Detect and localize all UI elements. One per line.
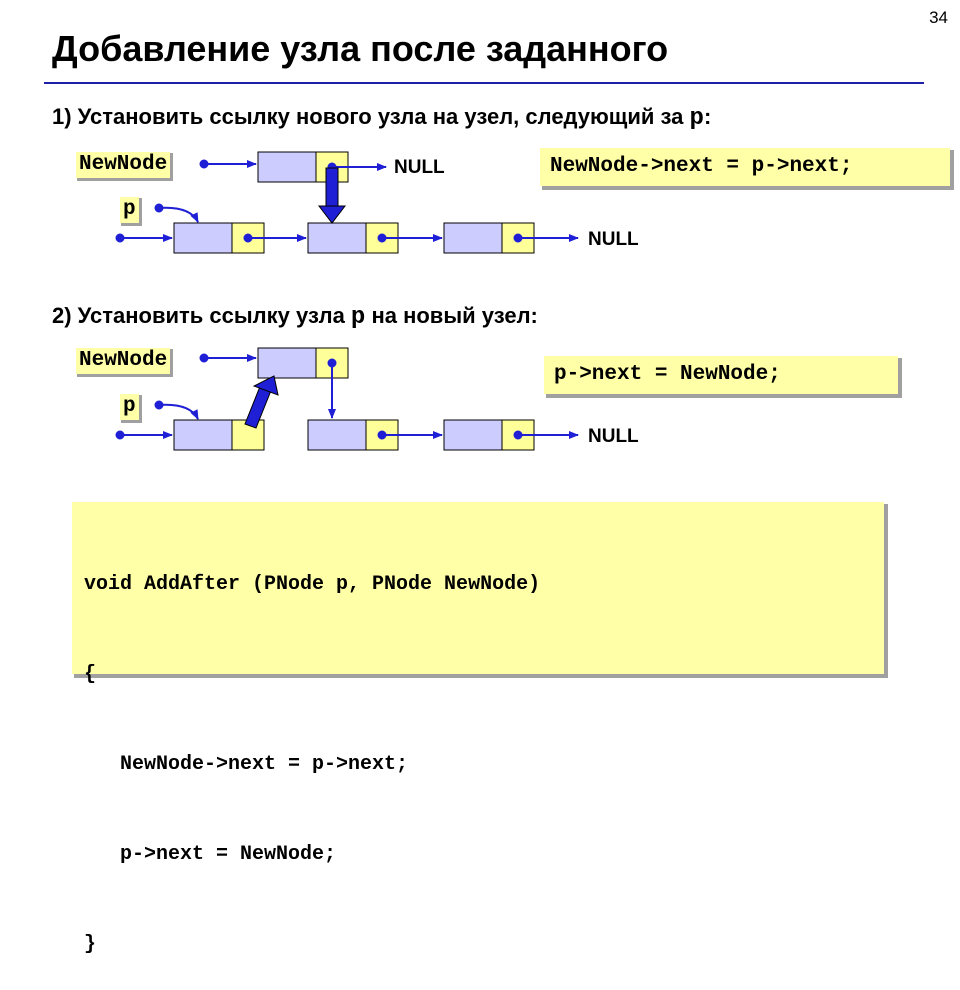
diagram2: [117, 348, 579, 450]
code-line: {: [84, 663, 97, 686]
diagram1-null-bottom: NULL: [588, 229, 639, 250]
step2-code: p->next = NewNode;: [542, 354, 898, 394]
step2-text: 2) Установить ссылку узла: [52, 303, 351, 328]
diagram2-p-arrow: [156, 402, 199, 420]
code-line: void AddAfter (PNode p, PNode NewNode): [84, 573, 541, 596]
step1-var: p: [689, 105, 704, 132]
step2-var: p: [350, 304, 366, 331]
code-line: }: [84, 933, 97, 956]
code-line: NewNode->next = p->next;: [84, 753, 409, 776]
diagram2-newnode-arrow: [201, 355, 257, 362]
diagram1-null-top: NULL: [394, 157, 445, 178]
diagram2-null-bottom: NULL: [588, 426, 639, 447]
diagram1-newnode-arrow: [201, 161, 257, 168]
diagram2-p-label: p: [118, 392, 139, 420]
slide-title: Добавление узла после заданного: [52, 28, 669, 69]
diagram1-head-arrow: [117, 235, 173, 242]
diagram1-p-label: p: [118, 195, 139, 223]
code-line: p->next = NewNode;: [84, 843, 337, 866]
step1-text: 1) Установить ссылку нового узла на узел, следующий за: [52, 104, 690, 129]
diagram1: [117, 152, 579, 253]
slide-number: 34: [929, 8, 948, 27]
function-code-block: [70, 500, 884, 956]
step1-code: NewNode->next = p->next;: [538, 146, 950, 186]
diagram1-p-arrow: [156, 205, 199, 223]
diagram2-newnode-label: NewNode: [74, 346, 170, 374]
diagram1-newnode-label: NewNode: [74, 150, 170, 178]
step2-suffix: на новый узел:: [365, 303, 538, 328]
diagram2-head-arrow: [117, 432, 173, 439]
step1-suffix: :: [703, 104, 712, 129]
